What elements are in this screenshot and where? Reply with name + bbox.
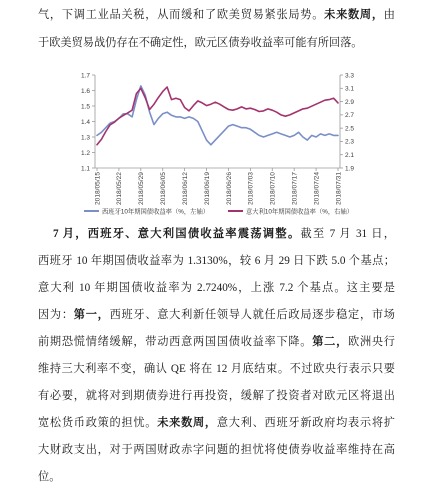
y-right-tick-label: 2.1 xyxy=(345,152,355,160)
x-tick-label: 2018/07/17 xyxy=(291,172,299,206)
y-right-tick-label: 2.7 xyxy=(345,112,355,120)
text-run: 截至 7 月 31 日， xyxy=(300,228,395,240)
text-run: 意大利、西班牙新政府均表示将扩 xyxy=(216,417,395,429)
legend-label: 意大利10年期国债收益率（%，右轴） xyxy=(246,208,354,216)
yield-line-chart xyxy=(0,60,429,222)
text-line xyxy=(38,275,395,302)
text-line xyxy=(38,329,395,356)
text-run: 意大利 10 年期国债收益率为 2.7240%，上涨 7.2 个基点。这主要是 xyxy=(38,282,395,294)
text-line xyxy=(38,221,395,248)
text-run: 位。 xyxy=(38,471,61,483)
text-line xyxy=(38,356,395,383)
text-line xyxy=(38,383,395,410)
text-run: 前期恐慌情绪缓解，带动西意两国国债收益率下降。 xyxy=(38,336,313,348)
y-left-tick-label: 1.7 xyxy=(80,72,90,80)
text-run: 因为： xyxy=(38,309,74,321)
series-line-left-axis xyxy=(97,86,338,145)
y-right-tick-label: 2.3 xyxy=(345,138,355,146)
text-run: 气，下调工业品关税，从而缓和了欧美贸易紧张局势。 xyxy=(38,9,325,21)
bold-text-run: 第二， xyxy=(312,336,349,348)
y-right-tick-label: 1.9 xyxy=(345,165,355,173)
text-run: 欧洲央行 xyxy=(348,336,395,348)
text-run: 西班牙 10 年期国债收益率为 1.3130%，较 6 月 29 日下跌 5.0 个基点； xyxy=(38,255,395,267)
y-right-tick-label: 2.9 xyxy=(345,98,355,106)
y-left-tick-label: 1.1 xyxy=(80,165,90,173)
y-left-tick-label: 1.2 xyxy=(80,149,90,157)
x-tick-label: 2018/06/19 xyxy=(203,172,211,206)
text-run: 西班牙、意大利新任领导人就任后政局逐步稳定，市场 xyxy=(109,309,395,321)
text-run: 于欧美贸易战仍存在不确定性，欧元区债券收益率可能有所回落。 xyxy=(38,37,363,49)
text-line xyxy=(38,437,395,464)
x-tick-label: 2018/06/12 xyxy=(181,172,189,206)
y-left-tick-label: 1.3 xyxy=(80,134,90,142)
text-line xyxy=(38,410,395,437)
bold-text-run: 第一， xyxy=(73,309,110,321)
body-paragraph xyxy=(38,221,395,491)
y-left-tick-label: 1.4 xyxy=(80,118,90,126)
legend-label: 西班牙10年期国债收益率（%，左轴） xyxy=(102,208,210,216)
x-tick-label: 2018/07/03 xyxy=(247,172,255,206)
intro-text xyxy=(38,1,395,57)
x-tick-label: 2018/07/31 xyxy=(335,172,343,206)
x-tick-label: 2018/05/29 xyxy=(138,172,146,206)
text-run: 大财政支出，对于两国财政赤字问题的担忧将使债券收益率维持在高 xyxy=(38,444,395,456)
text-run: 维持三大利率不变，确认 QE 将在 12 月底结束。不过欧央行表示只要 xyxy=(38,363,395,375)
bold-text-run: 7 月，西班牙、意大利国债收益率震荡调整。 xyxy=(53,228,301,240)
x-tick-label: 2018/06/05 xyxy=(160,172,168,206)
text-run: 宽松货币政策的担忧。 xyxy=(38,417,158,429)
text-line xyxy=(38,248,395,275)
text-run: 有必要，就将对到期债券进行再投资，缓解了投资者对欧元区将退出 xyxy=(38,390,395,402)
y-left-tick-label: 1.5 xyxy=(80,103,90,111)
text-line xyxy=(38,1,395,29)
x-tick-label: 2018/06/26 xyxy=(225,172,233,206)
y-right-tick-label: 3.1 xyxy=(345,85,355,93)
y-left-tick-label: 1.6 xyxy=(80,87,90,95)
y-right-tick-label: 3.3 xyxy=(345,72,355,80)
x-tick-label: 2018/07/10 xyxy=(269,172,277,206)
text-line xyxy=(38,29,395,57)
bold-text-run: 未来数周， xyxy=(157,417,217,429)
y-right-tick-label: 2.5 xyxy=(345,125,355,133)
text-line xyxy=(38,464,395,491)
x-tick-label: 2018/07/24 xyxy=(313,172,321,206)
bold-text-run: 未来数周， xyxy=(324,9,384,21)
text-line xyxy=(38,302,395,329)
x-tick-label: 2018/05/15 xyxy=(94,172,102,206)
x-tick-label: 2018/05/22 xyxy=(116,172,124,206)
text-run: 由 xyxy=(383,9,395,21)
